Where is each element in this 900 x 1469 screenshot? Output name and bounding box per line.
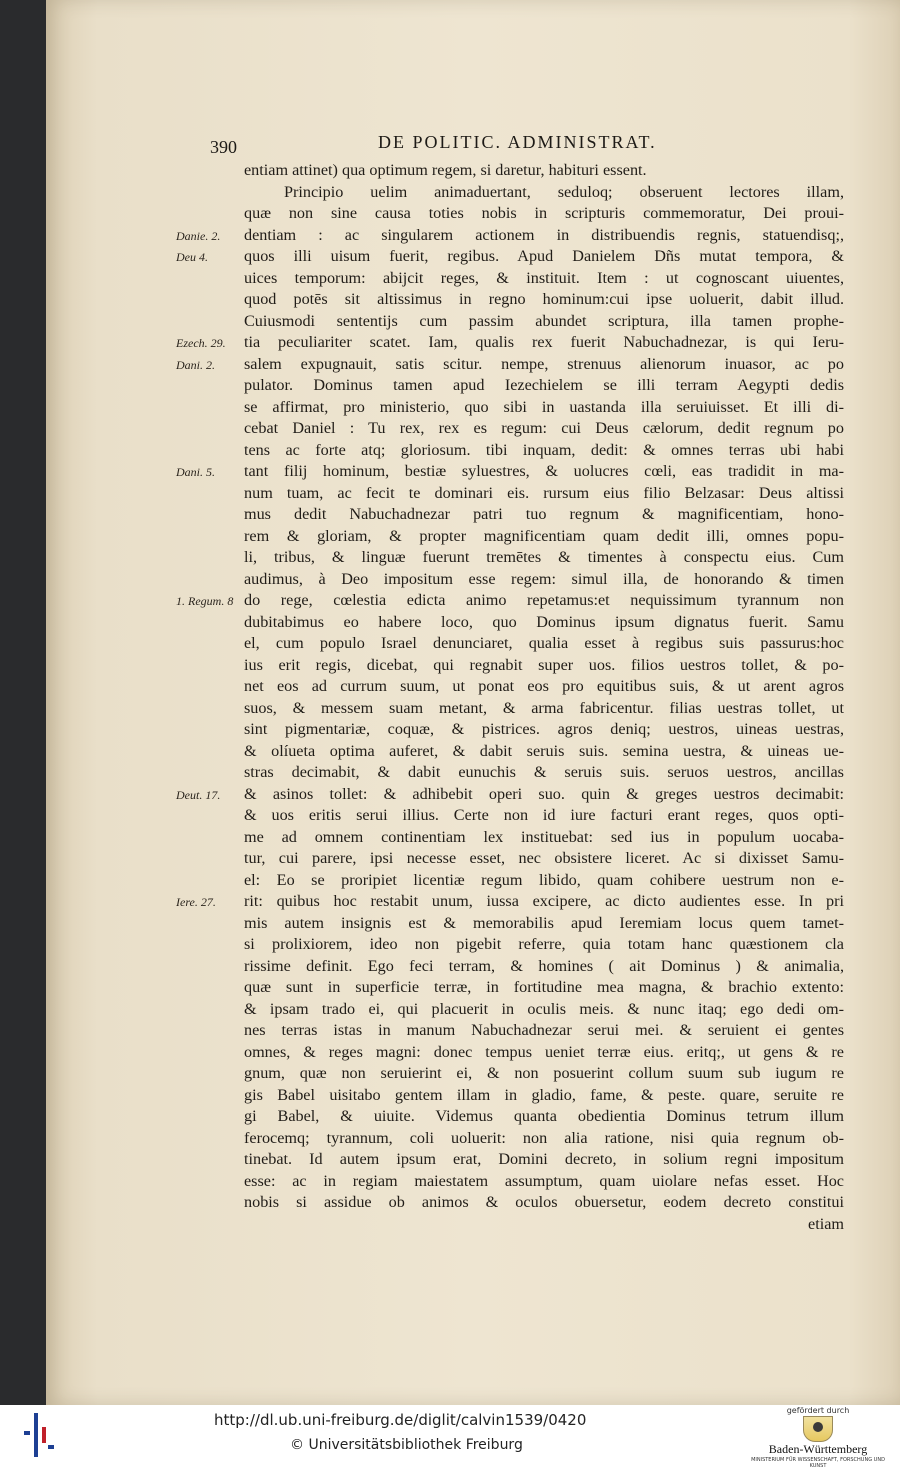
text-line: si prolixiorem, ideo non pigebit referre, quia totam hanc quæstionem cla bbox=[244, 935, 844, 953]
text-line: cebat Daniel : Tu rex, rex es regum: cui Deus cælorum, dedit regnum po bbox=[244, 419, 844, 437]
margin-note: Ezech. 29. bbox=[176, 336, 226, 350]
text-line: se affirmat, pro ministerio, quo sibi in uastanda illa seruiuisset. Et illi di- bbox=[244, 397, 844, 416]
text-line: tens ac forte atq; gloriosum. tibi inquam, dedit: & omnes terras ubi habi bbox=[244, 440, 844, 459]
text-line: quos illi uisum fuerit, regibus. Apud Danielem Dñs mutat tempora, & bbox=[244, 247, 844, 265]
text-line: net eos ad currum suum, ut ponat eos pro equitibus suis, & ut arent agros bbox=[244, 677, 844, 695]
sponsor-label: gefördert durch bbox=[786, 1406, 850, 1415]
text-line: gnum, quæ non seruierint ei, & non posuerint collum suum sub iugum re bbox=[244, 1064, 844, 1082]
text-line: mis autem insignis est & memorabilis apud Ieremiam locus quem tamet- bbox=[244, 913, 844, 932]
text-line: etiam bbox=[808, 1214, 844, 1233]
text-line: num tuam, ac fecit te dominari eis. rursum eius filio Belzasar: Deus altissi bbox=[244, 483, 844, 502]
text-line: me ad omnem continentiam lex instituebat: sed ius in populum uocaba- bbox=[244, 827, 844, 846]
permalink-url[interactable]: http://dl.ub.uni-freiburg.de/diglit/calvin1539/0420 bbox=[214, 1411, 587, 1429]
text-line: omnes, & reges magni: donec tempus ueniet terræ eius. eritq;, ut gens & re bbox=[244, 1042, 844, 1061]
sponsor-ministry: MINISTERIUM FÜR WISSENSCHAFT, FORSCHUNG UND KUNST bbox=[751, 1457, 885, 1469]
text-line: rissime definit. Ego feci terram, & homines ( ait Dominus ) & animalia, bbox=[244, 956, 844, 975]
text-line: ius erit regis, dicebat, qui regnabit super uos. filios uestros tollet, & po- bbox=[244, 655, 844, 674]
text-line: tinebat. Id autem ipsum erat, Domini decreto, in solium regni impositum bbox=[244, 1150, 844, 1168]
text-line: gi Babel, & uiuite. Videmus quanta obedientia Dominus tetrum illum bbox=[244, 1107, 844, 1125]
text-line: suos, & messem suam metant, & arma fabricentur. filias uestras tollet, ut bbox=[244, 698, 844, 717]
text-line: entiam attinet) qua optimum regem, si daretur, habituri essent. bbox=[244, 161, 647, 179]
text-line: salem expugnauit, satis scitur. nempe, strenuus alienorum inuasor, ac po bbox=[244, 354, 844, 373]
text-line: ferocemq; tyrannum, coli uoluerit: non alia ratione, nisi quia regnum ob- bbox=[244, 1128, 844, 1147]
text-line: li, tribus, & linguæ fuerunt tremētes & timentes à conspectu eius. Cum bbox=[244, 548, 844, 566]
text-line: quod potēs sit altissimus in regno hominum:cui ipse uoluerit, dabit illud. bbox=[244, 290, 844, 308]
text-line: dubitabimus eo habere loco, quo Dominus ipsum dignatus fuerit. Samu bbox=[244, 612, 844, 631]
text-line: do rege, cœlestia edicta animo repetamus:et nequissimum tyrannum non bbox=[244, 591, 844, 609]
folio-number: 390 bbox=[210, 137, 237, 157]
text-line: sint pigmentariæ, coquæ, & pistrices. agros deniq; uestros, uineas uestras, bbox=[244, 720, 844, 738]
text-line: quæ sunt in superficie terræ, in fortitudine mea magna, & brachio extento: bbox=[244, 978, 844, 996]
body-text bbox=[244, 160, 844, 1235]
text-line: stras decimabit, & dabit eunuchis & seruis suis. seruos uestros, ancillas bbox=[244, 763, 844, 781]
sponsor-name: Baden-Württemberg bbox=[768, 1442, 868, 1456]
viewer-footer bbox=[0, 1405, 900, 1469]
text-line: uices temporum: abijcit reges, & instituit. Item : ut cognoscant uiuentes, bbox=[244, 268, 844, 287]
library-logo bbox=[20, 1413, 62, 1457]
coat-of-arms-icon bbox=[803, 1416, 833, 1442]
text-line: rit: quibus hoc restabit unum, iussa excipere, ac dicto audientes esse. In pri bbox=[244, 892, 844, 910]
text-line: tia peculiariter scatet. Iam, qualis rex fuerit Nabuchadnezar, is qui Ieru- bbox=[244, 333, 844, 351]
text-line: dentiam : ac singularem actionem in distribuendis regnis, statuendisq;, bbox=[244, 225, 844, 244]
margin-note: Dani. 5. bbox=[176, 465, 215, 479]
text-line: tant filij hominum, bestiæ syluestres, & uolucres cœli, eas tradidit in ma- bbox=[244, 462, 844, 480]
text-line: el, cum populo Israel denunciaret, qualia esset à regibus suis passurus:hoc bbox=[244, 634, 844, 652]
text-line: & uos eritis serui illius. Certe non id iure facturi erant reges, quos opti- bbox=[244, 806, 844, 824]
margin-note: 1. Regum. 8 bbox=[176, 594, 234, 608]
sponsor-block bbox=[748, 1405, 888, 1469]
text-line: Principio uelim animaduertant, seduloq; obseruent lectores illam, bbox=[284, 182, 844, 201]
margin-note: Iere. 27. bbox=[176, 895, 216, 909]
text-line: rem & gloriam, & propter magnificentiam quam dedit illi, omnes popu- bbox=[244, 526, 844, 545]
text-line: Cuiusmodi sententijs cum passim abundet scriptura, illa tamen prophe- bbox=[244, 311, 844, 330]
margin-note: Deut. 17. bbox=[176, 787, 221, 802]
text-line: & olíueta optima auferet, & dabit seruis suis. semina uestra, & uineas ue- bbox=[244, 741, 844, 760]
text-line: & ipsam trado ei, qui placuerit in oculis meis. & nunc itaq; ego dedi om- bbox=[244, 999, 844, 1018]
text-line: nes terras istas in manum Nabuchadnezar serui mei. & seruient ei gentes bbox=[244, 1021, 844, 1039]
margin-note: Deu 4. bbox=[176, 250, 208, 264]
text-line: & asinos tollet: & adhibebit operi suo. quin & greges uestros decimabit: bbox=[244, 784, 844, 803]
text-line: gis Babel uisitabo gentem illam in gladio, fame, & peste. quare, seruite re bbox=[244, 1085, 844, 1104]
text-line: pulator. Dominus tamen apud Iezechielem se illi terram Aegypti dedis bbox=[244, 376, 844, 394]
text-line: audimus, à Deo impositum esse regem: simul illa, de honorando & timen bbox=[244, 569, 844, 588]
margin-note: Dani. 2. bbox=[176, 357, 215, 372]
text-line: nobis si assidue ob animos & oculos obuersetur, eodem decreto constitui bbox=[244, 1193, 844, 1211]
text-line: quæ non sine causa toties nobis in scripturis commemoratur, Dei proui- bbox=[244, 204, 844, 222]
running-title: DE POLITIC. ADMINISTRAT. bbox=[378, 132, 657, 152]
text-line: esse: ac in regiam maiestatem assumptum, quam uiolare nefas esset. Hoc bbox=[244, 1171, 844, 1190]
margin-note: Danie. 2. bbox=[176, 228, 221, 243]
text-line: tur, cui parere, ipsi necesse esset, nec obsistere liceret. Ac si dixisset Samu- bbox=[244, 849, 844, 867]
text-line: el: Eo se proripiet licentiæ regum libido, quam cohibere uestrum non e- bbox=[244, 870, 844, 889]
text-line: mus dedit Nabuchadnezar patri tuo regnum & magnificentiam, hono- bbox=[244, 505, 844, 523]
copyright-notice: © Universitätsbibliothek Freiburg bbox=[290, 1437, 523, 1453]
running-header bbox=[200, 132, 860, 156]
